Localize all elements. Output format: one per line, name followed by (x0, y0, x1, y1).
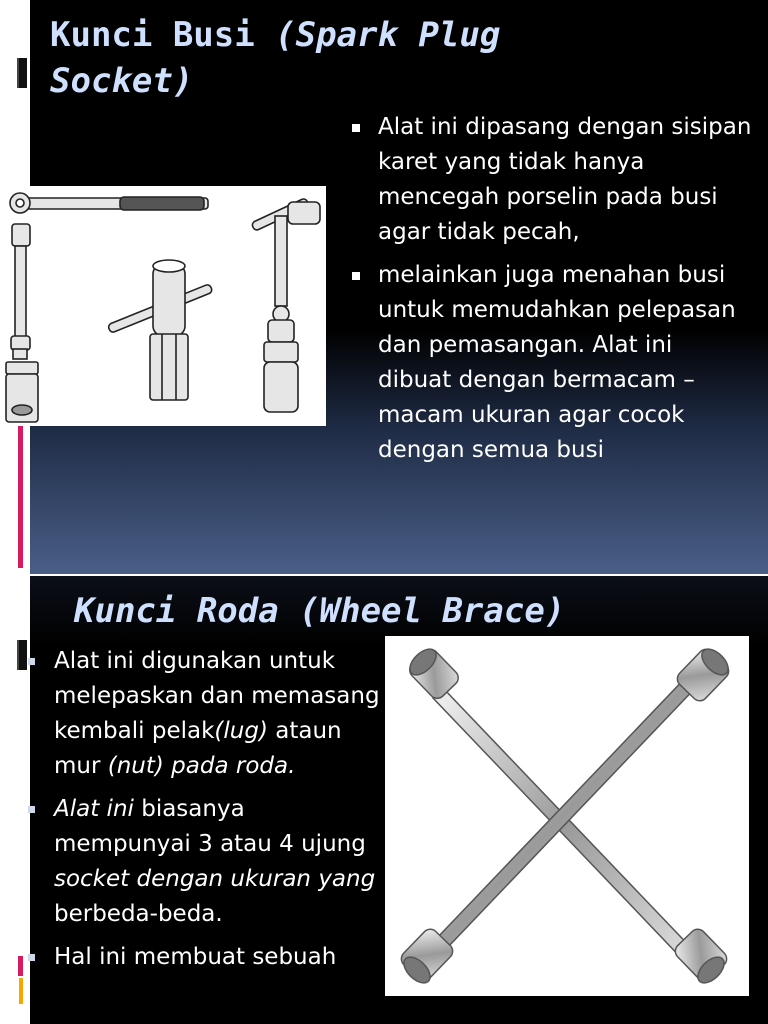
strip-accent-pink (18, 956, 23, 976)
spark-plug-socket-tools-icon (0, 186, 326, 426)
bullet-text: berbeda-beda. (54, 901, 223, 927)
bullet-text: ataun mur (54, 718, 342, 779)
bullet-text: Alat ini dipasang dengan sisipan karet yang tidak hanya mencegah porselin pada busi agar tidak pecah, (378, 114, 752, 245)
title-italic: (Spark Plug Socket) (50, 15, 501, 101)
slide-title (50, 12, 610, 104)
bullet-text-italic: Alat ini (54, 796, 134, 822)
bullet-text-italic: (lug) (214, 718, 268, 744)
strip-accent-pink (18, 420, 23, 568)
bullet-text: Hal ini membuat sebuah (54, 944, 337, 970)
list-item (352, 258, 752, 468)
spark-plug-socket-image (0, 186, 326, 426)
bullet-text-italic: socket dengan ukuran yang (54, 866, 376, 892)
cross-wheel-brace-icon (385, 636, 749, 996)
bullet-text: Alat ini digunakan untuk melepaskan dan memasang kembali pelak (54, 648, 380, 744)
bullet-text: melainkan juga menahan busi untuk memudahkan pelepasan dan pemasangan. Alat ini dibuat dengan bermacam – macam ukuran agar cocok dengan semua busi (378, 262, 736, 463)
title-main: Kunci Busi (50, 15, 276, 55)
bullet-icon (352, 124, 360, 132)
slide-wheel-brace (0, 576, 768, 1024)
strip-accent-yellow (19, 978, 23, 1004)
bullet-icon (28, 658, 35, 665)
bullet-icon (352, 272, 360, 280)
list-item (28, 792, 388, 932)
strip-bar-mark (17, 58, 27, 88)
list-item (352, 110, 752, 250)
bullet-text-italic: (nut) pada roda. (107, 753, 296, 779)
list-item (28, 940, 388, 975)
wheel-brace-image (385, 636, 749, 996)
bullet-text: biasanya mempunyai 3 atau 4 ujung (54, 796, 366, 857)
strip-bar-mark (17, 640, 27, 670)
bullet-icon (28, 806, 35, 813)
bullet-icon (28, 954, 35, 961)
slide-title: Kunci Roda (Wheel Brace) (74, 591, 566, 631)
bullet-list (28, 644, 388, 983)
list-item (28, 644, 388, 784)
bullet-list (352, 110, 752, 476)
